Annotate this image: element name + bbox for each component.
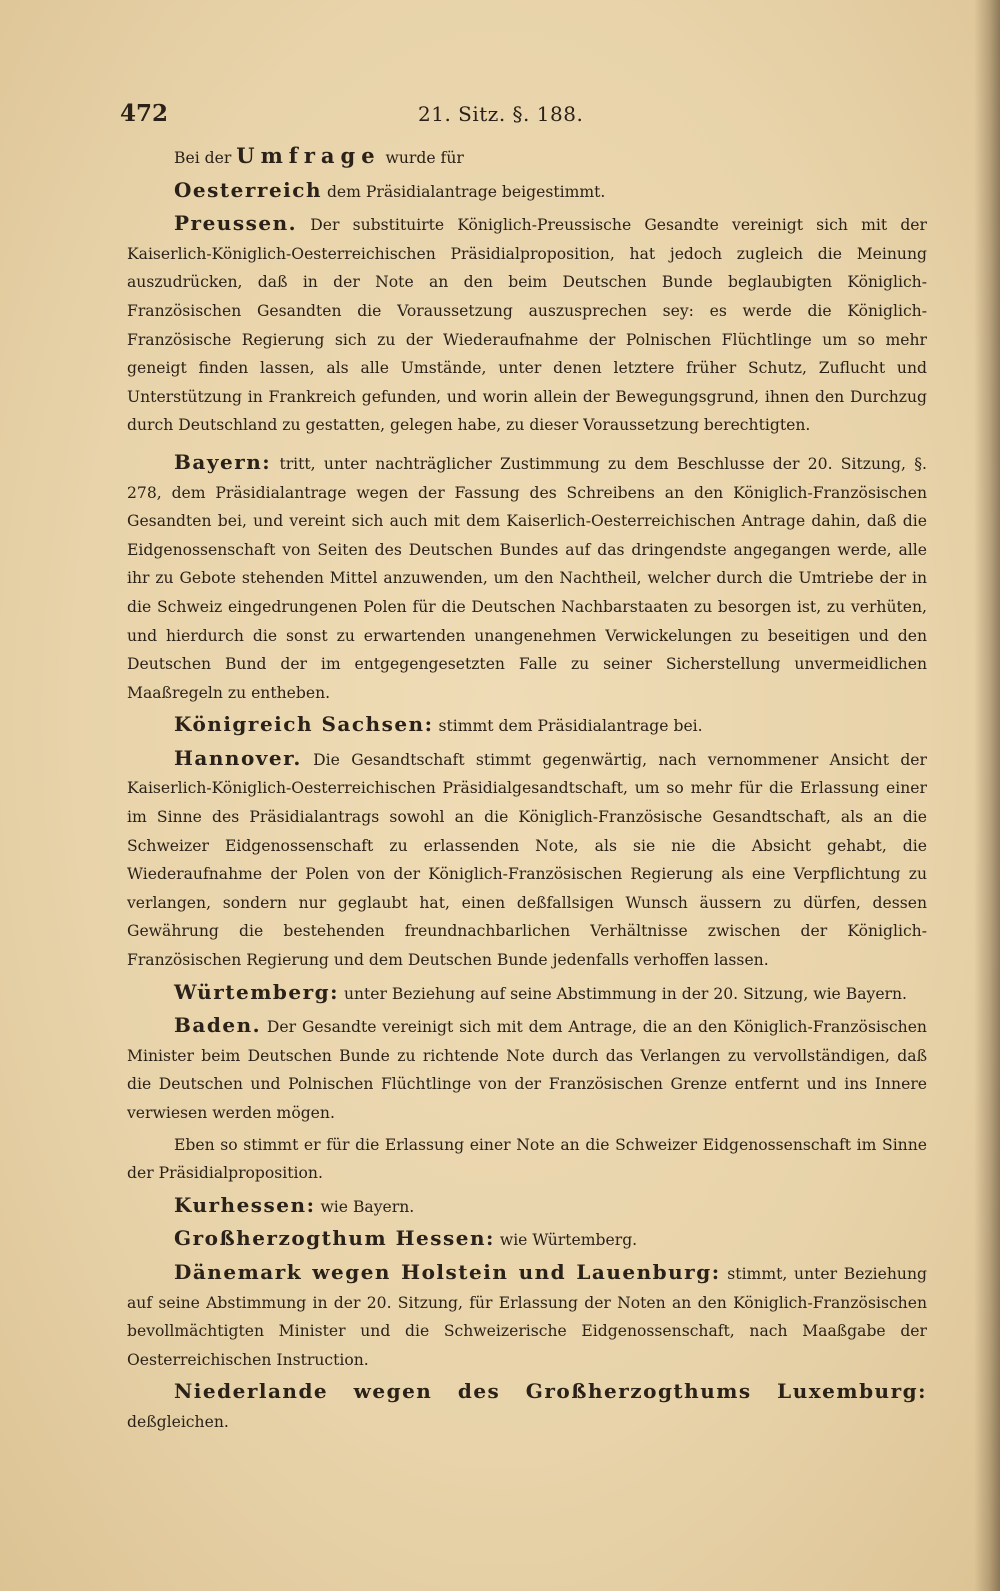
vote-kurhessen <box>127 1191 927 1222</box>
vote-niederlande <box>127 1377 927 1436</box>
vote-baden <box>127 1011 927 1127</box>
vote-oesterreich <box>127 176 927 207</box>
paragraph-text: wurde für <box>385 149 464 167</box>
state-name: Würtemberg: <box>174 979 339 1004</box>
state-name: Oesterreich <box>174 177 322 202</box>
vote-sachsen <box>127 710 927 741</box>
paragraph-umfrage <box>127 142 927 173</box>
running-head: 21. Sitz. §. 188. <box>418 102 584 126</box>
vote-text: wie Würtemberg. <box>499 1231 638 1250</box>
vote-preussen <box>127 209 927 440</box>
page-header <box>120 100 920 134</box>
state-name: Großherzogthum Hessen: <box>174 1226 495 1251</box>
vote-text: deßgleichen. <box>127 1412 229 1431</box>
state-name: Bayern: <box>174 449 272 474</box>
vote-text: wie Bayern. <box>320 1197 415 1216</box>
vote-text: Der Gesandte vereinigt sich mit dem Antrage, die an den Königlich-Französischen Minister beim Deutschen Bunde zu richtende Note durch das Verlangen zu vervollständigen, daß die Deutschen und Polnischen Flüchtlinge von der Französischen Grenze entfernt und ins Innere verwiesen werden mögen. <box>127 1018 927 1122</box>
paragraph-lead: Bei der <box>174 149 232 167</box>
vote-text: tritt, unter nachträglicher Zustimmung zu dem Beschlusse der 20. Sitzung, §. 278, dem Präsidialantrage wegen der Fassung des Schreibens an den Königlich-Französischen Gesandten bei, und vereint sich auch mit dem Kaiserlich-Oesterreichischen Antrage dahin, daß die Eidgenossenschaft von Seiten des Deutschen Bundes auf das dringendste angegangen werde, alle ihr zu Gebote stehenden Mittel anzuwenden, um den Nachtheil, welcher durch die Umtriebe der in die Schweiz eingedrungenen Polen für die Deutschen Nachbarstaaten zu besorgen ist, zu verhüten, und hierdurch die sonst zu erwartenden unangenehmen Verwickelungen zu beseitigen und den Deutschen Bund der im entgegengesetzten Falle zu seiner Sicherstellung unvermeidlichen Maaßregeln zu entheben. <box>127 454 927 702</box>
vote-text: Die Gesandtschaft stimmt gegenwärtig, nach vernommener Ansicht der Kaiserlich-Königlich-Oesterreichischen Präsidialgesandtschaft, um so mehr für die Erlassung einer im Sinne des Präsidialantrags sowohl an die Königlich-Französische Gesandtschaft, als an die Schweizer Eidgenossenschaft zu erlassenden Note, als sie nie die Absicht gehabt, die Wiederaufnahme der Polen von der Königlich-Französischen Regierung als eine Verpflichtung zu verlangen, sondern nur geglaubt hat, einen deßfallsigen Wunsch äussern zu dürfen, dessen Gewährung die bestehenden freundnachbarlichen Verhältnisse zwischen der Königlich-Französischen Regierung und dem Deutschen Bunde jedenfalls verhoffen lassen. <box>127 750 927 970</box>
vote-text: dem Präsidialantrage beigestimmt. <box>326 182 606 201</box>
vote-daenemark <box>127 1258 927 1374</box>
page-number: 472 <box>120 100 169 127</box>
vote-text: Eben so stimmt er für die Erlassung einer Note an die Schweizer Eidgenossenschaft im Sinne der Präsidialproposition. <box>127 1135 927 1183</box>
state-name: Kurhessen: <box>174 1192 316 1217</box>
vote-baden-continued <box>127 1131 927 1188</box>
vote-wuertemberg <box>127 978 927 1009</box>
state-name: Niederlande wegen des Großherzogthums Luxemburg: <box>174 1379 927 1404</box>
vote-text: stimmt dem Präsidialantrage bei. <box>438 717 703 736</box>
vote-hannover <box>127 744 927 975</box>
document-body <box>127 140 927 1440</box>
state-name: Dänemark wegen Holstein und Lauenburg: <box>174 1259 721 1284</box>
state-name: Königreich Sachsen: <box>174 712 434 737</box>
vote-text: unter Beziehung auf seine Abstimmung in der 20. Sitzung, wie Bayern. <box>343 984 907 1003</box>
page-edge-shadow <box>974 0 1000 1591</box>
vote-bayern <box>127 448 927 707</box>
state-name: Preussen. <box>174 211 298 236</box>
vote-text: stimmt, unter Beziehung auf seine Abstimmung in der 20. Sitzung, für Erlassung der Noten an den Königlich-Französischen bevollmächtigten Minister und die Schweizerische Eidgenossenschaft, nach Maaßgabe der Oesterreichischen Instruction. <box>127 1264 927 1369</box>
vote-hessen <box>127 1224 927 1255</box>
emphasized-word: Umfrage <box>236 143 381 168</box>
state-name: Baden. <box>174 1013 262 1038</box>
vote-text: Der substituirte Königlich-Preussische Gesandte vereinigt sich mit der Kaiserlich-Königlich-Oesterreichischen Präsidialproposition, hat jedoch zugleich die Meinung auszudrücken, daß in der Note an den beim Deutschen Bunde beglaubigten Königlich-Französischen Gesandten die Voraussetzung auszusprechen sey: es werde die Königlich-Französische Regierung sich zu der Wiederaufnahme der Polnischen Flüchtlinge um so mehr geneigt finden lassen, als alle Umstände, unter denen letztere früher Schutz, Zuflucht und Unterstützung in Frankreich gefunden, und worin allein der Bewegungsgrund, ihnen den Durchzug durch Deutschland zu gestatten, gelegen habe, zu dieser Voraussetzung berechtigten. <box>127 216 927 435</box>
state-name: Hannover. <box>174 745 302 770</box>
